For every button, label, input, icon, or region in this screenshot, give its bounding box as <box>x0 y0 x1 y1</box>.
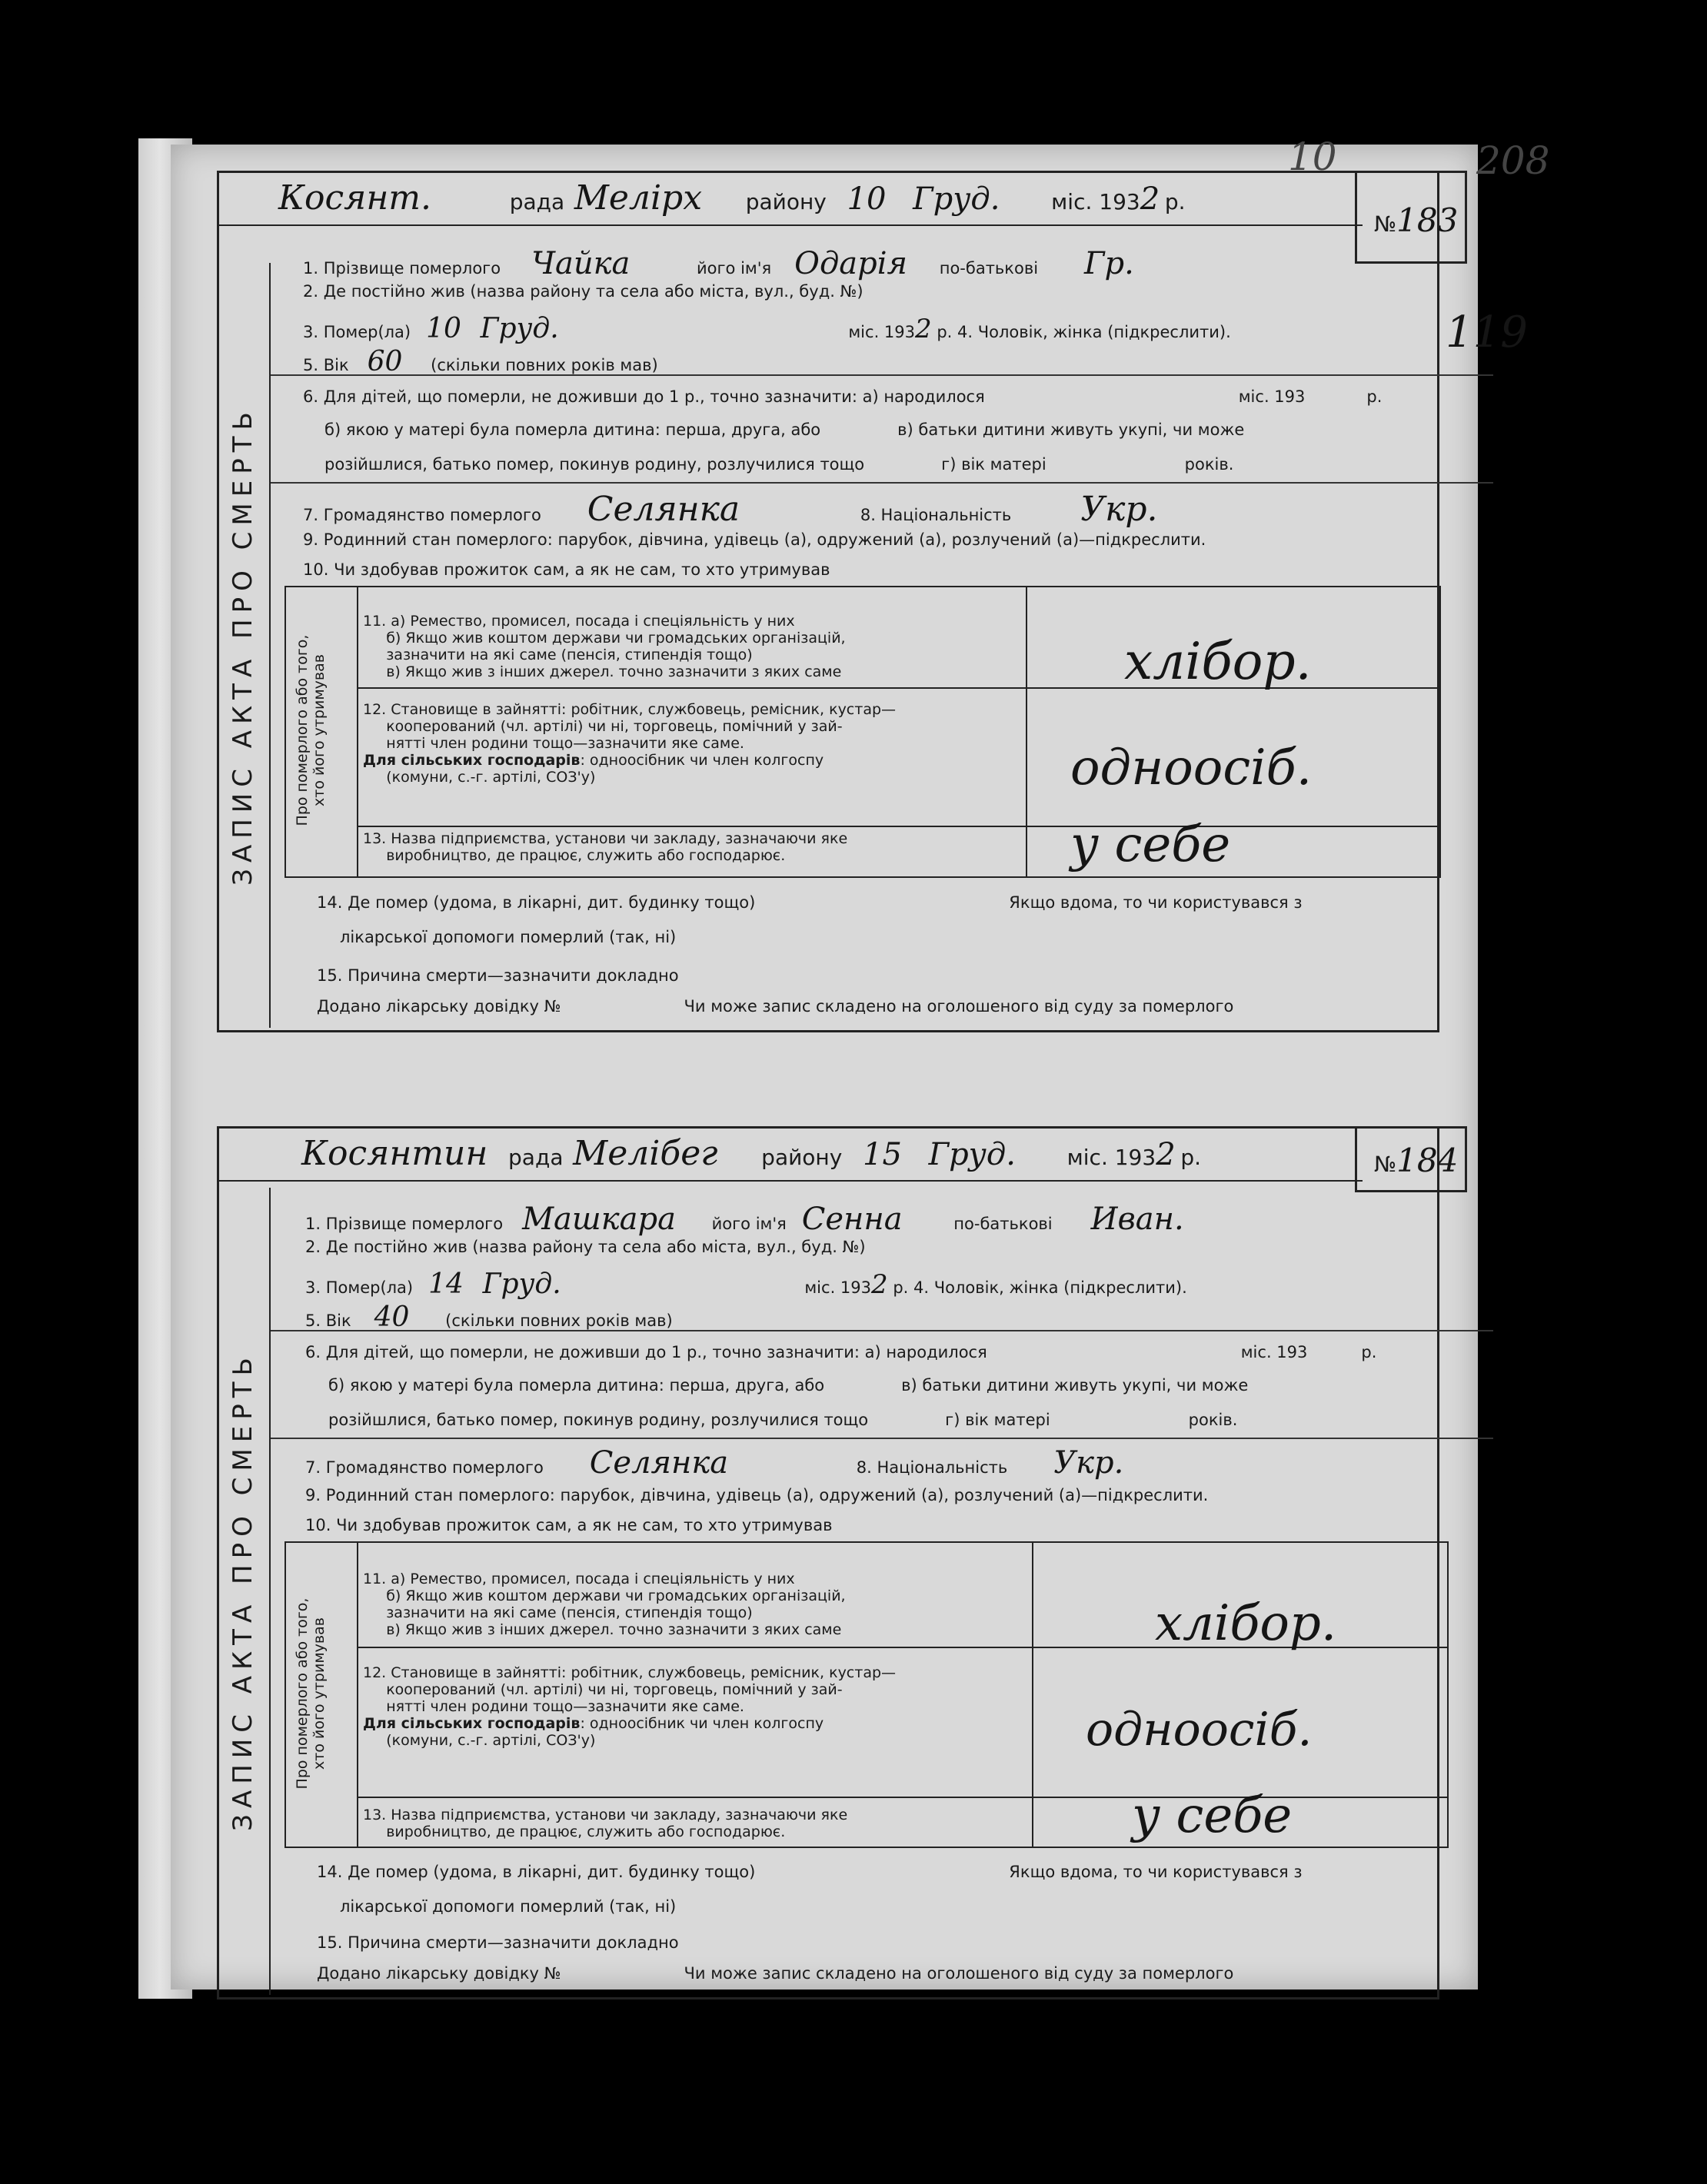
field-9: 9. Родинний стан померлого: парубок, дівчина, удівець (а), одружений (а), розлучений (а)—підкреслити. <box>303 530 1206 549</box>
page-number-right: 208 <box>1476 138 1550 183</box>
field-10: 10. Чи здобував прожиток сам, а як не сам, то хто утримував <box>303 560 830 579</box>
field-15: 15. Причина смерти—зазначити докладно <box>317 966 679 985</box>
field-1: 1. Прізвище померлого Машкара його ім'я Сенна по-батькові Иван. <box>305 1202 1184 1237</box>
hw-trade: хлiбор. <box>1124 632 1312 691</box>
field-6a: 6. Для дітей, що померли, не доживши до 1 р., точно зазначити: а) народилося міс. 193 р. <box>305 1343 1377 1361</box>
hw-workplace: у себе <box>1132 1787 1293 1844</box>
field-6c: розійшлися, батько помер, покинув родину, розлучилися тощо г) вік матері років. <box>324 455 1234 474</box>
side-title: ЗАПИС АКТА ПРО СМЕРТЬ <box>217 1188 271 1995</box>
header-line: Косянтин рада Мелiбег району 15 Груд. міс. 1932 р. <box>301 1134 1202 1173</box>
field-1: 1. Прізвище померлого Чайка його ім'я Одарiя по-батькові Гр. <box>303 246 1134 281</box>
field-11: 11. а) Ремество, промисел, посада і спеціяльність у них б) Якщо жив коштом держави чи громадських організацій, зазначити на які саме (пенсія, стипендія тощо) в) Якщо жив з інших джерел. точно зазначити з яких саме <box>363 613 846 680</box>
header-line: Косянт. рада Мелiрх району 10 Груд. міс. 1932 р. <box>278 178 1186 218</box>
field-13: 13. Назва підприємства, установи чи закладу, зазначаючи яке виробництво, де працює, служить або господарює. <box>363 1807 848 1840</box>
field-5: 5. Вік 40 (скільки повних років мав) <box>305 1301 673 1333</box>
hw-trade: хлiбор. <box>1155 1595 1337 1652</box>
death-record-form-1 <box>217 171 1459 1032</box>
field-9: 9. Родинний стан померлого: парубок, дівчина, удівець (а), одружений (а), розлучений (а)—підкреслити. <box>305 1486 1209 1504</box>
field-16: Додано лікарську довідку № Чи може запис складено на оголошеного від суду за померлого <box>317 1964 1234 1983</box>
field-3: 3. Помер(ла) 10 Груд. міс. 1932 р. 4. Чоловік, жінка (підкреслити). <box>303 313 1231 344</box>
hw-status: одноосiб. <box>1086 1703 1313 1757</box>
field-16: Додано лікарську довідку № Чи може запис складено на оголошеного від суду за померлого <box>317 997 1234 1016</box>
field-12: 12. Становище в зайнятті: робітник, службовець, ремісник, кустар— кооперований (чл. артілі) чи ні, торговець, помічний у зай- нятті член родини тощо—зазначити яке саме. Для сільських господарів: одноосібник чи член колгоспу (комуни, с.-г. артілі, СОЗ'у) <box>363 1664 897 1749</box>
record-number-label: №183 <box>1374 201 1459 239</box>
page-number-left: 10 <box>1288 135 1337 179</box>
side-label-2: Про померлого або того, хто його утримував <box>294 1597 328 1789</box>
field-6b: б) якою у матері була померла дитина: перша, друга, або в) батьки дитини живуть укупі, чи може <box>328 1376 1249 1395</box>
side-label-2: Про померлого або того, хто його утримував <box>294 634 328 826</box>
margin-note: 119 <box>1446 307 1528 357</box>
field-14b: лікарської допомоги померлий (так, ні) <box>340 1897 677 1916</box>
field-14: 14. Де помер (удома, в лікарні, дит. будинку тощо) Якщо вдома, то чи користувався з <box>317 893 1303 912</box>
field-14b: лікарської допомоги померлий (так, ні) <box>340 928 677 946</box>
field-2: 2. Де постійно жив (назва району та села або міста, вул., буд. №) <box>303 282 863 301</box>
field-6a: 6. Для дітей, що померли, не доживши до 1 р., точно зазначити: а) народилося міс. 193 р. <box>303 387 1383 406</box>
field-3: 3. Помер(ла) 14 Груд. міс. 1932 р. 4. Чоловік, жінка (підкреслити). <box>305 1268 1187 1300</box>
field-15: 15. Причина смерти—зазначити докладно <box>317 1933 679 1952</box>
field-7: 7. Громадянство померлого Селянка 8. Національність Укр. <box>303 490 1158 529</box>
field-7: 7. Громадянство померлого Селянка 8. Національність Укр. <box>305 1445 1124 1481</box>
field-13: 13. Назва підприємства, установи чи закладу, зазначаючи яке виробництво, де працює, служить або господарює. <box>363 830 848 864</box>
death-record-form-2 <box>217 1126 1459 1999</box>
side-title: ЗАПИС АКТА ПРО СМЕРТЬ <box>217 263 271 1028</box>
hw-status: одноосiб. <box>1070 740 1313 796</box>
field-12: 12. Становище в зайнятті: робітник, службовець, ремісник, кустар— кооперований (чл. артілі) чи ні, торговець, помічний у зай- нятті член родини тощо—зазначити яке саме. Для сільських господарів: одноосібник чи член колгоспу (комуни, с.-г. артілі, СОЗ'у) <box>363 701 897 786</box>
record-number-label: №184 <box>1374 1142 1459 1179</box>
hw-workplace: у себе <box>1070 816 1231 873</box>
field-11: 11. а) Ремество, промисел, посада і спеціяльність у них б) Якщо жив коштом держави чи громадських організацій, зазначити на які саме (пенсія, стипендія тощо) в) Якщо жив з інших джерел. точно зазначити з яких саме <box>363 1571 846 1638</box>
field-6c: розійшлися, батько помер, покинув родину, розлучилися тощо г) вік матері років. <box>328 1411 1238 1429</box>
field-6b: б) якою у матері була померла дитина: перша, друга, або в) батьки дитини живуть укупі, чи може <box>324 421 1245 439</box>
field-14: 14. Де помер (удома, в лікарні, дит. будинку тощо) Якщо вдома, то чи користувався з <box>317 1863 1303 1881</box>
field-2: 2. Де постійно жив (назва району та села або міста, вул., буд. №) <box>305 1238 866 1256</box>
field-10: 10. Чи здобував прожиток сам, а як не сам, то хто утримував <box>305 1516 833 1534</box>
field-5: 5. Вік 60 (скільки повних років мав) <box>303 346 658 377</box>
